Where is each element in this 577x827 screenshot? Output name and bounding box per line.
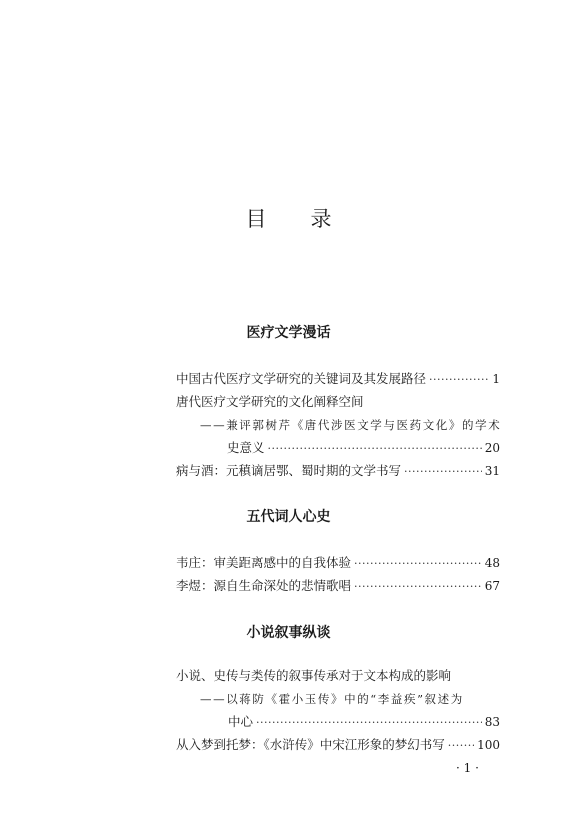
section-heading-fiction-narrative: 小说叙事纵谈 [246,625,331,641]
section-heading-five-dynasties: 五代词人心史 [246,509,331,525]
toc-entry-subtitle [200,416,500,434]
toc-entry-page: 1 [492,372,500,386]
toc-entry-title: 史意义 [227,440,265,455]
toc-entry-title: 小说、史传与类传的叙事传承对于文本构成的影响 [176,668,452,683]
toc-entry-subtitle [200,690,500,708]
toc-entry[interactable] [176,370,500,388]
toc-entry-title: 李煜：源自生命深处的悲情歌唱 [176,578,352,593]
page-number: · 1 · [456,761,479,775]
toc-entry[interactable] [228,713,500,731]
leader-dots [404,463,482,481]
page-title: 目录 [245,207,376,231]
leader-dots [448,737,474,755]
toc-entry[interactable] [227,439,500,457]
toc-entry-page: 83 [484,715,500,729]
leader-dots [354,578,482,596]
toc-entry[interactable] [176,393,500,411]
toc-entry-page: 67 [484,579,500,593]
toc-entry-page: 31 [484,464,500,478]
toc-entry-page: 48 [484,556,500,570]
toc-entry-subtitle-text: ——兼评郭树芹《唐代涉医文学与医药文化》的学术 [200,418,502,432]
section-heading-medical-literature: 医疗文学漫话 [246,325,331,341]
toc-entry-page: 100 [477,738,500,752]
toc-entry[interactable] [176,736,500,754]
toc-entry-title: 从入梦到托梦：《水浒传》中宋江形象的梦幻书写 [176,737,445,752]
leader-dots [268,440,482,458]
toc-entry-subtitle-text: ——以蒋防《霍小玉传》中的“李益疾”叙述为 [200,692,464,706]
leader-dots [429,371,489,389]
toc-entry-title: 唐代医疗文学研究的文化阐释空间 [176,394,364,409]
toc-entry-page: 20 [484,441,500,455]
toc-entry-title: 中心 [228,714,254,729]
toc-entry[interactable] [176,554,500,572]
toc-entry[interactable] [176,462,500,480]
leader-dots [354,555,482,573]
toc-entry[interactable] [176,577,500,595]
toc-entry[interactable] [176,667,500,685]
leader-dots [256,714,482,732]
toc-entry-title: 韦庄：审美距离感中的自我体验 [176,555,352,570]
toc-entry-title: 中国古代医疗文学研究的关键词及其发展路径 [176,371,427,386]
toc-entry-title: 病与酒：元稹谪居鄂、蜀时期的文学书写 [176,463,402,478]
